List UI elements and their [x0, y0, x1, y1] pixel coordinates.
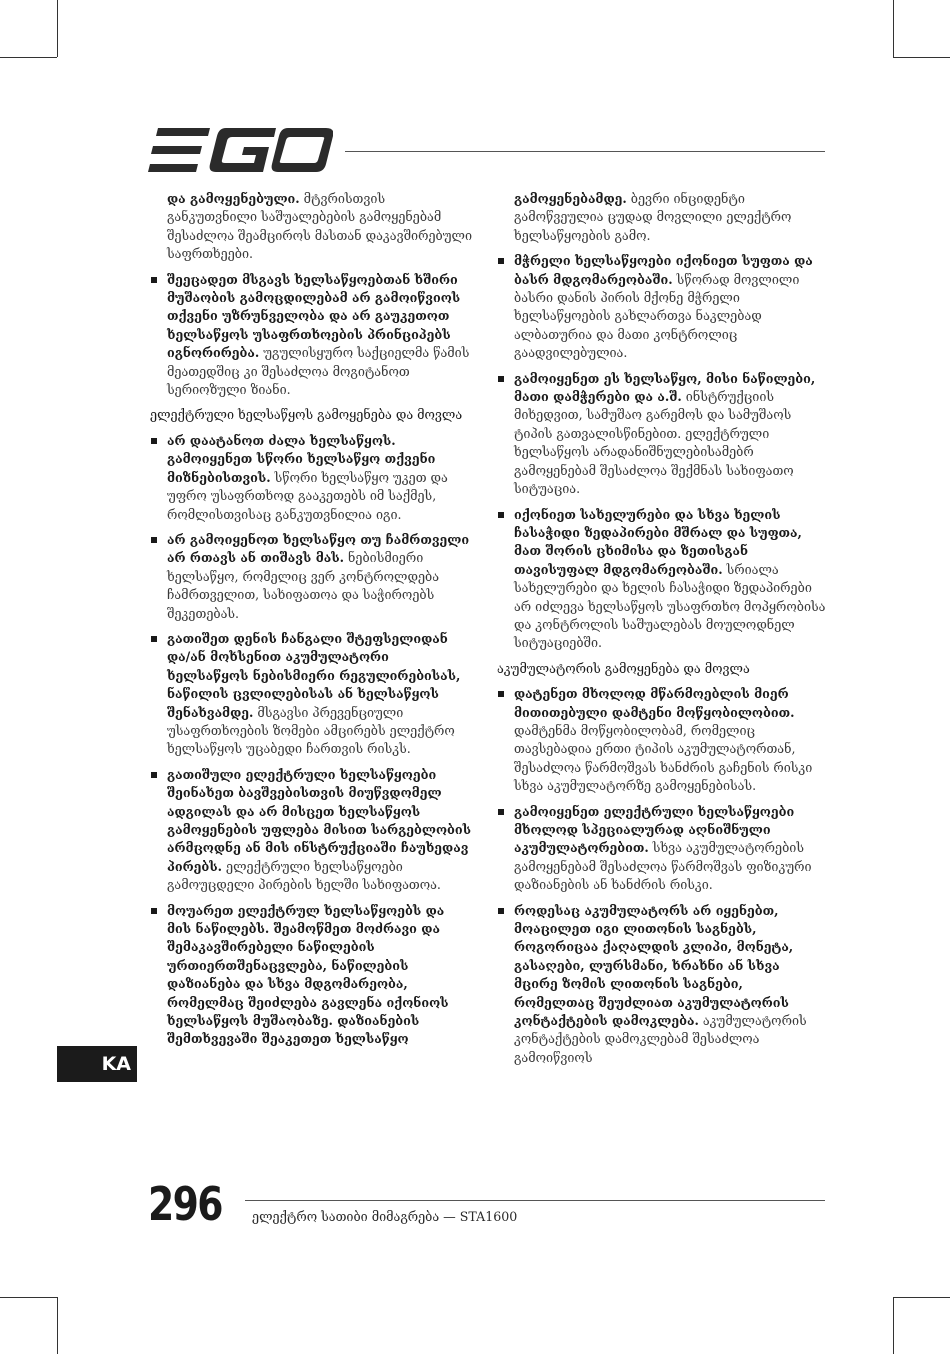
- page-number: 296: [148, 1177, 222, 1231]
- list-item: [497, 902, 827, 1068]
- crop-mark: [893, 0, 894, 57]
- list-item: [150, 630, 472, 759]
- body-text: სწორად მოვლილი ბასრი დანის პირის მქონე მჭრელი ხელსაწყოების გახლართვა ნაკლებად ალბათურია და მათი კონტროლიც გაადვილებულია.: [514, 271, 800, 361]
- body-text: სწორი ხელსაწყო უკეთ და უფრო უსაფრთხოდ გააკეთებს იმ საქმეს, რომლისთვისაც განკუთვნილია იგი.: [167, 469, 448, 522]
- bold-text: მოუარეთ ელექტრულ ხელსაწყოებს და მის ნაწილებს. შეამოწმეთ მოძრავი და შემაკავშირებელი ნაწილების ურთიერთშენაცვლება, ნაწილების დაზიანება და სხვა მდგომარეობა, რომელმაც შეიძლება გავლენა იქონიოს ხელსაწყოს მუშაობაზე. დაზიანების შემთხვევაში შეაკეთეთ ხელსაწყო: [167, 902, 449, 1047]
- bold-text: და გამოყენებული.: [167, 191, 300, 206]
- body-text: მსგავსი პრევენციული უსაფრთხოების ზომები ამცირებს ელექტრო ხელსაწყოს უცაბედი ჩართვის რისკს.: [167, 704, 455, 757]
- body-text: სრიალა სახელურები და ხელის ჩასაჭიდი ზედაპირები არ იძლევა ხელსაწყოს უსაფრთხო მოპყრობისა და კონტროლის საშუალებას მოულოდნელ სიტუაციებში.: [514, 561, 826, 651]
- continuation-paragraph: [497, 190, 827, 245]
- bullet-list: [150, 271, 472, 400]
- bold-text: გამოიყენეთ ელექტრული ხელსაწყოები მხოლოდ სპეციალურად აღნიშნული აკუმულატორებით.: [514, 803, 795, 856]
- bullet-list: [497, 685, 827, 1067]
- list-item: [497, 252, 827, 362]
- right-column: [497, 190, 827, 1074]
- crop-mark: [0, 57, 57, 58]
- crop-mark: [0, 1297, 57, 1298]
- header-rule: [345, 151, 825, 152]
- bold-text: არ გამოიყენოთ ხელსაწყო თუ ჩამრთველი არ რთავს ან თიშავს მას.: [167, 531, 470, 566]
- bold-text: მჭრელი ხელსაწყოები იქონიეთ სუფთა და ბასრ მდგომარეობაში.: [514, 253, 813, 287]
- crop-mark: [893, 1297, 950, 1298]
- body-text: ნებისმიერი ხელსაწყო, რომელიც ვერ კონტროლდება ჩამრთველით, სახიფათოა და საჭიროებს შეკეთებას.: [167, 550, 440, 621]
- language-tab: KA: [57, 1046, 137, 1082]
- bold-text: იქონიეთ სახელურები და სხვა ხელის ჩასაჭიდი ზედაპირები მშრალ და სუფთა, მათ შორის ცხიმისა და ზეთისგან თავისუფალ მდგომარეობაში.: [514, 506, 802, 577]
- list-item: [150, 271, 472, 400]
- bullet-list: [497, 252, 827, 653]
- ego-logo: [148, 128, 333, 172]
- list-item: [150, 432, 472, 524]
- list-item: [150, 531, 472, 623]
- crop-mark: [57, 0, 58, 57]
- bold-text: არ დაატანოთ ძალა ხელსაწყოს. გამოიყენეთ სწორი ხელსაწყო თქვენი მიზნებისთვის.: [167, 432, 436, 485]
- list-item: [497, 803, 827, 895]
- list-item: [497, 370, 827, 499]
- bold-text: როდესაც აკუმულატორს არ იყენებთ, მოაცილეთ იგი ლითონის საგნებს, როგორიცაა ქაღალდის კლიპი, მონეტა, გასაღები, ლურსმანი, ხრახნი ან სხვა მცირე ზომის ლითონის საგნები, რომელთაც შეუძლიათ აკუმულატორის კონტაქტების დამოკლება.: [514, 902, 794, 1029]
- bold-text: გათიშეთ დენის ჩანგალი შტეფსელიდან და/ან მოხსენით აკუმულატორი ხელსაწყოს ნებისმიერი რეგულირებისას, ნაწილის ცვლილებისას ან ხელსაწყოს შენახვამდე.: [167, 630, 461, 720]
- body-text: უგულისყურო საქციელმა წამის მეათედშიც კი შესაძლოა მოგიტანოთ სერიოზული ზიანი.: [167, 345, 470, 398]
- list-item: [497, 506, 827, 653]
- crop-mark: [57, 1297, 58, 1354]
- bold-text: გათიშული ელექტრული ხელსაწყოები შეინახეთ ბავშვებისთვის მიუწვდომელ ადგილას და არ მისცეთ ხელსაწყოს გამოყენების უფლება მისით სარგებლობის არმცოდნე ან მის ინსტრუქციაში ჩაუხედავ პირებს.: [167, 766, 471, 874]
- body-text: მტვრისთვის განკუთვნილი საშუალებების გამოყენებამ შესაძლოა შეამციროს მასთან დაკავშირებული საფრთხეები.: [167, 191, 473, 262]
- bold-text: შეეცადეთ მსგავს ხელსაწყოებთან ხშირი მუშაობის გამოცდილებამ არ გამოიწვიოს თქვენი უზრუნველობა და არ გაუკეთოთ ხელსაწყოს უსაფრთხოების პრინციპებს იგნორირება.: [167, 271, 461, 361]
- body-text: ბევრი ინციდენტი გამოწვეულია ცუდად მოვლილი ელექტრო ხელსაწყოების გამო.: [514, 191, 792, 243]
- body-text: ელექტრული ხელსაწყოები გამოუცდელი პირების ხელში სახიფათოა.: [167, 858, 441, 893]
- list-item: [497, 685, 827, 795]
- bold-text: გამოყენებამდე.: [514, 191, 627, 206]
- continuation-paragraph: [150, 190, 472, 264]
- list-item: [150, 902, 472, 1049]
- crop-mark: [893, 57, 950, 58]
- section-heading: ელექტრული ხელსაწყოს გამოყენება და მოვლა: [150, 407, 463, 423]
- body-text: სხვა აკუმულატორების გამოყენებამ შესაძლოა წარმოშვას ფიზიკური დაზიანების ან ხანძრის რისკი.: [514, 840, 812, 893]
- footer-rule: [245, 1200, 825, 1201]
- left-column: [150, 190, 472, 1056]
- bold-text: გამოიყენეთ ეს ხელსაწყო, მისი ნაწილები, მათი დამჭერები და ა.შ.: [514, 370, 816, 405]
- body-text: ინსტრუქციის მიხედვით, სამუშაო გარემოს და სამუშაოს ტიპის გათვალისწინებით. ელექტრული ხელსაწყოს არადანიშნულებისამებრ გამოყენებამ შესაძლოა შექმნას სახიფათო სიტუაცია.: [514, 389, 794, 497]
- section-heading: აკუმულატორის გამოყენება და მოვლა: [497, 660, 750, 676]
- list-item: [150, 766, 472, 895]
- body-text: დამტენმა მოწყობილობამ, რომელიც თავსებადია ერთი ტიპის აკუმულატორთან, შესაძლოა წარმოშვას ხანძრის გაჩენის რისკი სხვა აკუმულატორზე გამოყენებისას.: [514, 722, 813, 794]
- bold-text: დატენეთ მხოლოდ მწარმოებლის მიერ მითითებული დამტენი მოწყობილობით.: [514, 686, 795, 720]
- footer-title: ელექტრო სათიბი მიმაგრება — STA1600: [252, 1209, 518, 1224]
- bullet-list: [150, 432, 472, 1049]
- body-text: აკუმულატორის კონტაქტების დამოკლებამ შესაძლოა გამოიწვიოს: [514, 1013, 807, 1065]
- crop-mark: [893, 1297, 894, 1354]
